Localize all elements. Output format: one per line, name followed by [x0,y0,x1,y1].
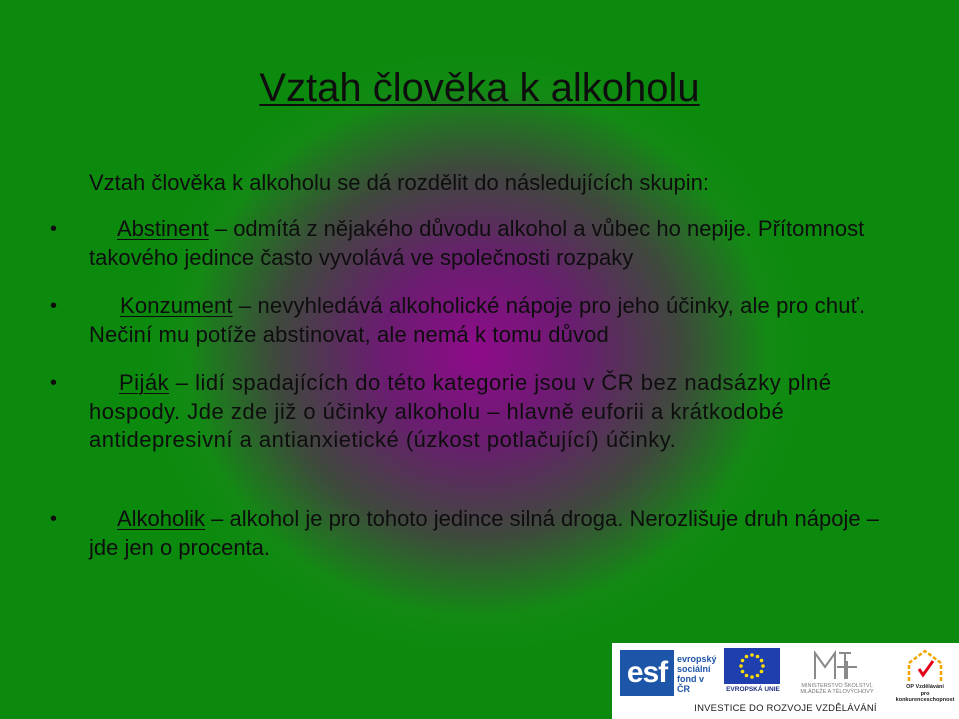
eu-logo [724,648,782,692]
list-item-abstinent [50,215,899,272]
op-vk-text: OP Vzdělávání pro konkurenceschopnost [895,684,955,703]
list-item-alkoholik [50,505,889,562]
esf-letters: esf [620,650,674,696]
esf-text: evropský sociální fond v ČR [677,654,717,694]
msmt-mark-icon [787,647,887,683]
description-pijak: – lidí spadajících do této kategorie jsou v ČR bez nadsázky plné hospody. Jde zde již o účinky alkoholu – hlavně euforii a krátkodobé antidepresivní a antianxietické (úzkost potlačující) účinky. [89,370,832,452]
op-vk-house-icon [895,647,955,683]
msmt-text: MINISTERSTVO ŠKOLSTVÍ, MLÁDEŽE A TĚLOVÝCHOVY [800,683,874,695]
msmt-logo [787,647,887,695]
description-alkoholik: – alkohol je pro tohoto jedince silná droga. Nerozlišuje druh nápoje – jde jen o procenta. [89,506,879,560]
intro-text: Vztah člověka k alkoholu se dá rozdělit do následujících skupin: [89,170,710,195]
term-konzument: Konzument [120,293,233,318]
eu-stars-icon [724,648,780,684]
funding-logo-bar [612,643,959,719]
investment-slogan: INVESTICE DO ROZVOJE VZDĚLÁVÁNÍ [694,703,877,714]
slide-title-text: Vztah člověka k alkoholu [259,66,700,110]
list-item-konzument [50,292,899,349]
description-konzument: – nevyhledává alkoholické nápoje pro jeho účinky, ale pro chuť. Nečiní mu potíže abstinovat, ale nemá k tomu důvod [89,293,866,347]
term-abstinent: Abstinent [117,216,209,241]
bullet-icon: • [50,372,58,394]
term-pijak: Piják [119,370,170,395]
eu-label: EVROPSKÁ UNIE [726,686,780,693]
bullet-icon: • [50,508,58,530]
bullet-icon: • [50,218,58,240]
op-vk-logo [895,647,955,703]
eu-flag-icon [724,648,780,684]
term-alkoholik: Alkoholik [117,506,206,531]
list-item-pijak [50,369,899,455]
esf-logo [620,650,718,696]
slide-title [0,62,959,114]
description-abstinent: – odmítá z nějakého důvodu alkohol a vůbec ho nepije. Přítomnost takového jedince často vyvolává ve společnosti rozpaky [89,216,865,270]
bullet-icon: • [50,295,58,317]
